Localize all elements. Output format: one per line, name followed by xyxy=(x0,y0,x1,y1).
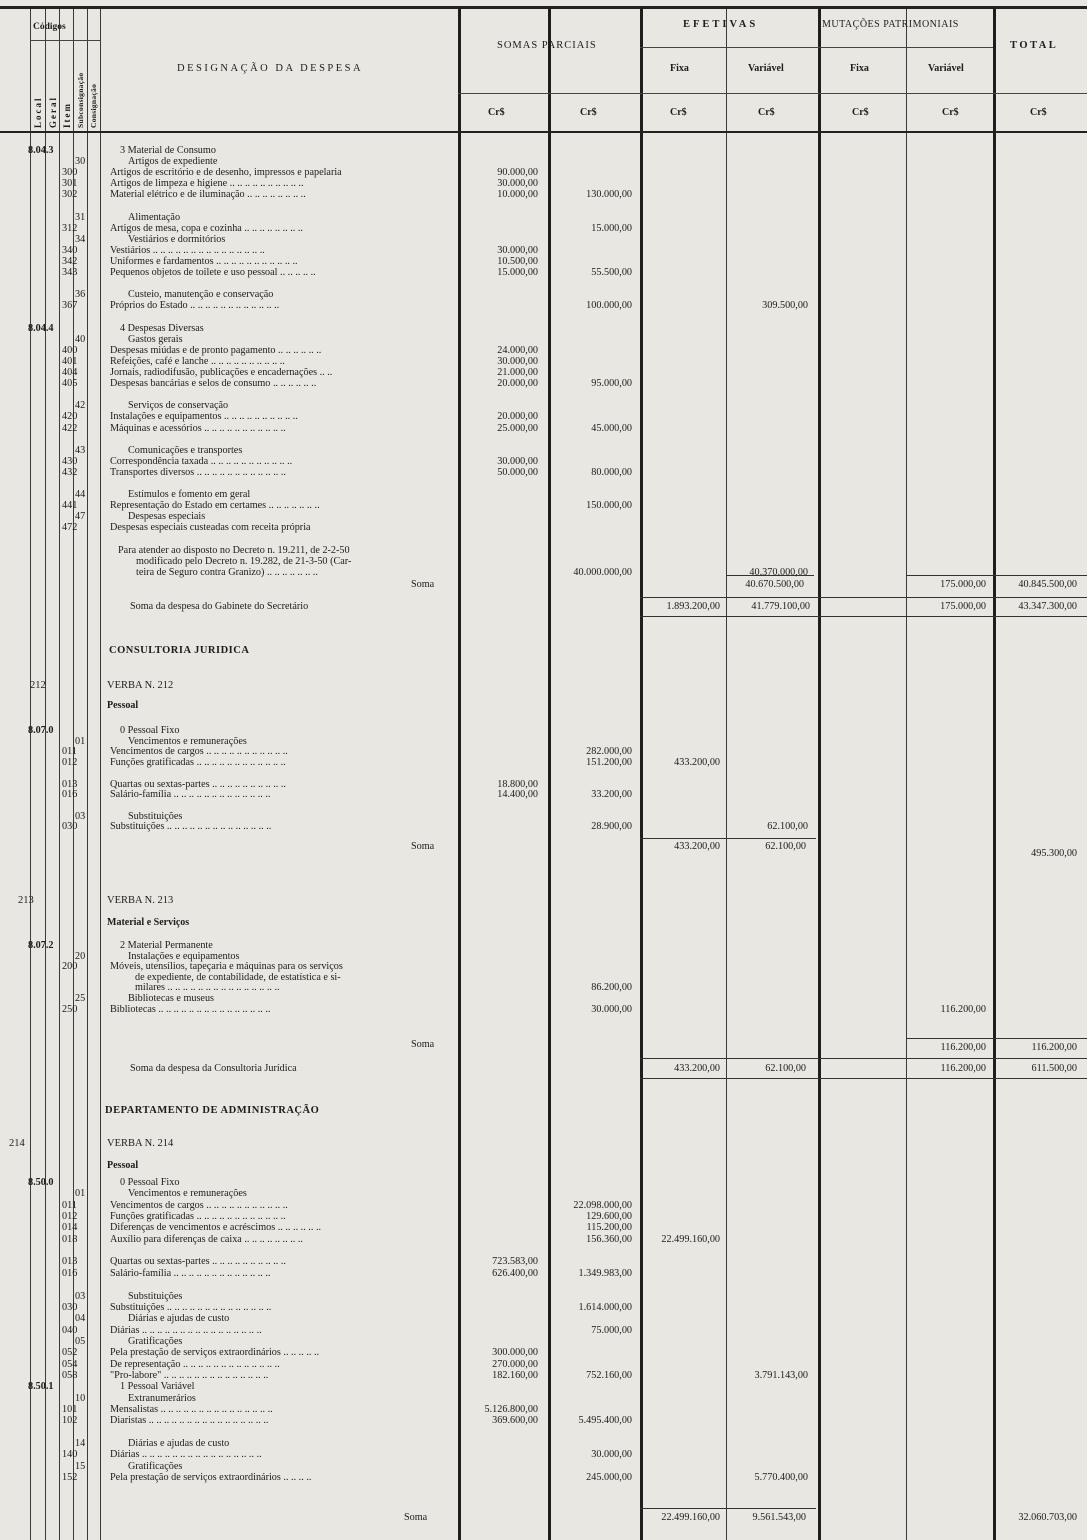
administracao-line-desc: 0 Pessoal Fixo xyxy=(120,1177,180,1188)
administracao-line-code: 030 xyxy=(62,1301,78,1313)
gabinete-line-code: 405 xyxy=(62,378,78,390)
gabinete-line-code: 404 xyxy=(62,367,78,378)
consultoria-line-ev-value: 62.100,00 xyxy=(767,821,808,833)
administracao-line-desc: Vencimentos de cargos .. .. .. .. .. .. .. .. .. .. .. xyxy=(110,1199,288,1211)
administracao-line-p2-value: 30.000,00 xyxy=(591,1449,632,1461)
gabinete-line-code: 312 xyxy=(62,222,78,234)
soma-mv: 175.000,00 xyxy=(940,579,986,590)
gabinete-line-p1-value: 30.000,00 xyxy=(497,355,538,367)
gabinete-total: 43.347.300,00 xyxy=(1018,601,1077,612)
gabinete-line-code: 40 xyxy=(75,333,86,345)
gabinete-line-p1-value: 25.000,00 xyxy=(497,422,538,434)
consultoria-soma2-mv: 116.200,00 xyxy=(940,1042,986,1053)
consultoria-line-code: 030 xyxy=(62,821,78,833)
administracao-line-code: 012 xyxy=(62,1211,78,1223)
consultoria-line-p2-value: 28.900,00 xyxy=(591,821,632,833)
administracao-line-p2-value: 1.349.983,00 xyxy=(578,1267,632,1279)
administracao-soma-ev: 9.561.543,00 xyxy=(752,1512,806,1523)
consultoria-soma-ef: 433.200,00 xyxy=(674,841,720,852)
administracao-line-desc: Pela prestação de serviços extraordinários .. .. .. .. .. xyxy=(110,1347,320,1359)
gabinete-line-desc: Gastos gerais xyxy=(128,333,183,345)
gabinete-line-p2-value: 95.000,00 xyxy=(591,378,632,390)
efetivas-fixa: Fixa xyxy=(670,63,689,74)
gabinete-line-code: 8.04.4 xyxy=(28,322,54,334)
gabinete-line-code: 343 xyxy=(62,267,78,279)
consultoria-soma2-rule xyxy=(906,1038,1087,1039)
gabinete-line-desc: Artigos de limpeza e higiene .. .. .. .. .. .. .. .. .. .. xyxy=(110,178,304,190)
administracao-line-code: 152 xyxy=(62,1472,78,1484)
consultoria-line-desc: Vencimentos de cargos .. .. .. .. .. .. .. .. .. .. .. xyxy=(110,746,288,758)
consultoria-line-code: 03 xyxy=(75,810,86,822)
gabinete-line-desc: Artigos de expediente xyxy=(128,156,218,168)
col-rule-desc xyxy=(100,8,101,1540)
administracao-line-code: 058 xyxy=(62,1369,78,1381)
consultoria-title: CONSULTORIA JURIDICA xyxy=(109,645,250,656)
consultoria-line-p2-value: 151.200,00 xyxy=(586,757,632,769)
currency-mv: Cr$ xyxy=(942,107,959,118)
administracao-line-code: 011 xyxy=(62,1199,77,1211)
administracao-line-desc: Vencimentos e remunerações xyxy=(128,1188,247,1200)
gabinete-line-code: 422 xyxy=(62,422,78,434)
col-rule-mv xyxy=(906,8,907,1540)
administracao-line-desc: Diferenças de vencimentos e acréscimos .. .. .. .. .. .. xyxy=(110,1222,322,1234)
administracao-line-code: 014 xyxy=(62,1222,78,1234)
material-line-code: 8.07.2 xyxy=(28,940,54,951)
administracao-line-code: 018 xyxy=(62,1233,78,1245)
gabinete-line-code: 47 xyxy=(75,511,86,523)
gabinete-line-code: 430 xyxy=(62,455,78,467)
administracao-line-p2-value: 5.495.400,00 xyxy=(578,1415,632,1427)
gabinete-line-desc: Próprios do Estado .. .. .. .. .. .. .. .. .. .. .. .. xyxy=(110,300,280,312)
gabinete-line-desc: Uniformes e fardamentos .. .. .. .. .. .. .. .. .. .. .. xyxy=(110,256,298,267)
gabinete-line-p1-value: 20.000,00 xyxy=(497,411,538,423)
gabinete-line-p1-value: 30.000,00 xyxy=(497,244,538,256)
administracao-line-desc: "Pro-labore" .. .. .. .. .. .. .. .. .. .. .. .. .. .. xyxy=(110,1369,269,1381)
administracao-line-p2-value: 156.360,00 xyxy=(586,1233,632,1245)
administracao-line-code: 8.50.1 xyxy=(28,1381,54,1393)
administracao-line-ev-value: 3.791.143,00 xyxy=(754,1369,808,1381)
gabinete-line-p2-value: 45.000,00 xyxy=(591,422,632,434)
currency-ev: Cr$ xyxy=(758,107,775,118)
gabinete-line-code: 300 xyxy=(62,167,78,179)
gabinete-line-desc: Alimentação xyxy=(128,211,181,223)
administracao-line-desc: Mensalistas .. .. .. .. .. .. .. .. .. .. .. .. .. .. .. xyxy=(110,1404,273,1415)
gabinete-line-code: 441 xyxy=(62,500,78,512)
soma-label: Soma xyxy=(411,579,435,590)
consultoria-soma-label: Soma xyxy=(411,841,435,852)
consultoria-total-rule-bottom xyxy=(640,1078,1087,1079)
administracao-line-desc: Funções gratificadas .. .. .. .. .. .. .. .. .. .. .. .. xyxy=(110,1211,286,1223)
efetivas-variavel: Variável xyxy=(748,63,784,74)
gabinete-line-code: 367 xyxy=(62,300,78,312)
col-rule-mf xyxy=(818,8,821,1540)
administracao-soma-rule xyxy=(640,1508,816,1509)
soma-total: 40.845.500,00 xyxy=(1018,579,1077,590)
administracao-line-desc: Substituições .. .. .. .. .. .. .. .. .. .. .. .. .. .. xyxy=(110,1301,272,1313)
consultoria-total-ef: 433.200,00 xyxy=(674,1063,720,1074)
consultoria-line-desc: Funções gratificadas .. .. .. .. .. .. .. .. .. .. .. .. xyxy=(110,757,286,769)
gabinete-line-p1-value: 30.000,00 xyxy=(497,455,538,467)
administracao-line-p2-value: 75.000,00 xyxy=(591,1324,632,1336)
consultoria-line-ef-value: 433.200,00 xyxy=(674,757,720,769)
gabinete-line-code: 340 xyxy=(62,244,78,256)
gabinete-line-desc: Custeio, manutenção e conservação xyxy=(128,289,274,301)
administracao-line-p2-value: 22.098.000,00 xyxy=(573,1199,632,1211)
gabinete-line-code: 43 xyxy=(75,444,86,456)
header-bottom-rule xyxy=(0,131,1087,133)
gabinete-line-code: 42 xyxy=(75,400,86,412)
material-line-desc: milares .. .. .. .. .. .. .. .. .. .. .. .. .. .. .. xyxy=(135,982,280,994)
gabinete-line-p1-value: 20.000,00 xyxy=(497,378,538,390)
gabinete-line-code: 302 xyxy=(62,189,78,201)
administracao-line-desc: Diaristas .. .. .. .. .. .. .. .. .. .. .. .. .. .. .. .. xyxy=(110,1415,269,1427)
gabinete-line-desc: Despesas bancárias e selos de consumo .. .. .. .. .. .. xyxy=(110,378,317,390)
administracao-line-code: 03 xyxy=(75,1290,86,1302)
gabinete-line-desc: Pequenos objetos de toilete e uso pessoal .. .. .. .. .. xyxy=(110,267,316,279)
somas-parciais-header: SOMAS PARCIAIS xyxy=(497,40,597,51)
gabinete-line-p1-value: 24.000,00 xyxy=(497,344,538,356)
gabinete-line-code: 472 xyxy=(62,522,78,534)
col-rule-item xyxy=(59,8,60,1540)
mutacoes-fixa: Fixa xyxy=(850,63,869,74)
gabinete-line-code: 301 xyxy=(62,178,78,190)
codes-rule xyxy=(30,40,100,41)
col-geral: Geral xyxy=(48,96,58,128)
administracao-line-code: 140 xyxy=(62,1449,78,1461)
soma-rule-total xyxy=(906,575,1087,576)
administracao-line-code: 15 xyxy=(75,1460,86,1472)
administracao-soma-ef: 22.499.160,00 xyxy=(661,1512,720,1523)
consultoria-soma-total: 495.300,00 xyxy=(1031,848,1077,859)
consultoria-pessoal: Pessoal xyxy=(107,700,139,711)
material-line-code: 20 xyxy=(75,950,86,962)
gabinete-total-label: Soma da despesa do Gabinete do Secretário xyxy=(130,601,309,612)
administracao-line-desc: Pela prestação de serviços extraordinários .. .. .. .. xyxy=(110,1472,312,1484)
consultoria-line-p2-value: 282.000,00 xyxy=(586,746,632,758)
material-line-mv-value: 116.200,00 xyxy=(940,1003,986,1015)
administracao-line-ev-value: 5.770.400,00 xyxy=(754,1472,808,1484)
administracao-line-code: 102 xyxy=(62,1415,78,1427)
gabinete-line-desc: Vestiários e dormitórios xyxy=(128,233,226,245)
col-rule-ev xyxy=(726,8,727,1540)
gabinete-line-desc: teira de Seguro contra Granizo) .. .. .. .. .. .. .. xyxy=(136,566,318,578)
administracao-line-desc: De representação .. .. .. .. .. .. .. .. .. .. .. .. .. xyxy=(110,1358,280,1370)
gabinete-line-code: 34 xyxy=(75,233,86,245)
gabinete-line-ev-value: 40.370.000,00 xyxy=(749,566,808,578)
designacao-header: DESIGNAÇÃO DA DESPESA xyxy=(177,63,364,74)
consultoria-total-ev: 62.100,00 xyxy=(765,1063,806,1074)
material-line-p2-value: 30.000,00 xyxy=(591,1003,632,1015)
material-line-p2-value: 86.200,00 xyxy=(591,982,632,994)
administracao-line-code: 016 xyxy=(62,1267,78,1279)
gabinete-ev: 41.779.100,00 xyxy=(751,601,810,612)
consultoria-soma-ev: 62.100,00 xyxy=(765,841,806,852)
administracao-line-desc: Diárias e ajudas de custo xyxy=(128,1313,230,1325)
col-rule-total xyxy=(993,8,996,1540)
consultoria-line-code: 011 xyxy=(62,746,77,758)
gabinete-line-p1-value: 50.000,00 xyxy=(497,466,538,478)
efetivas-header: EFETIVAS xyxy=(683,19,759,30)
consultoria-line-desc: 0 Pessoal Fixo xyxy=(120,725,180,736)
gabinete-ef: 1.893.200,00 xyxy=(666,601,720,612)
consultoria-line-code: 016 xyxy=(62,789,78,801)
codigos-label: Códigos xyxy=(33,22,66,32)
gabinete-line-desc: Para atender ao disposto no Decreto n. 19.211, de 2-2-50 xyxy=(118,544,350,556)
gabinete-line-desc: 3 Material de Consumo xyxy=(120,145,216,156)
administracao-line-desc: Diárias e ajudas de custo xyxy=(128,1438,230,1450)
administracao-line-code: 05 xyxy=(75,1335,86,1347)
gabinete-line-desc: Jornais, radiodifusão, publicações e encadernações .. .. xyxy=(110,367,333,378)
gabinete-line-code: 432 xyxy=(62,466,78,478)
administracao-line-p1-value: 723.583,00 xyxy=(492,1256,538,1268)
verba-213: VERBA N. 213 xyxy=(107,895,174,906)
administracao-line-code: 8.50.0 xyxy=(28,1177,54,1188)
gabinete-line-code: 420 xyxy=(62,411,78,423)
col-rule-ef xyxy=(640,8,643,1540)
consultoria-soma-rule xyxy=(640,838,816,839)
administracao-line-p1-value: 182.160,00 xyxy=(492,1369,538,1381)
gabinete-line-p1-value: 21.000,00 xyxy=(497,367,538,378)
gabinete-line-desc: Vestiários .. .. .. .. .. .. .. .. .. .. .. .. .. .. .. xyxy=(110,244,265,256)
gabinete-rule-bottom xyxy=(640,616,1087,617)
material-line-code: 25 xyxy=(75,993,86,1004)
administracao-line-desc: Gratificações xyxy=(128,1460,183,1472)
consultoria-line-code: 013 xyxy=(62,778,78,790)
col-rule-geral xyxy=(45,8,46,1540)
administracao-line-desc: Substituições xyxy=(128,1290,183,1302)
consultoria-line-desc: Substituições .. .. .. .. .. .. .. .. .. .. .. .. .. .. xyxy=(110,821,272,833)
administracao-line-p1-value: 626.400,00 xyxy=(492,1267,538,1279)
gabinete-line-p1-value: 10.000,00 xyxy=(497,189,538,201)
gabinete-line-p2-value: 150.000,00 xyxy=(586,500,632,512)
gabinete-mv: 175.000,00 xyxy=(940,601,986,612)
material-line-code: 250 xyxy=(62,1003,78,1015)
consultoria-line-p2-value: 33.200,00 xyxy=(591,789,632,801)
consultoria-total-rule-top xyxy=(640,1058,1087,1059)
gabinete-line-p1-value: 90.000,00 xyxy=(497,167,538,179)
gabinete-line-code: 36 xyxy=(75,289,86,301)
gabinete-line-desc: Artigos de escritório e de desenho, impressos e papelaria xyxy=(110,167,342,179)
administracao-line-p1-value: 369.600,00 xyxy=(492,1415,538,1427)
consultoria-line-desc: Vencimentos e remunerações xyxy=(128,735,247,747)
administracao-line-desc: Extranumerários xyxy=(128,1392,196,1404)
administracao-line-desc: 1 Pessoal Variável xyxy=(120,1381,195,1393)
administracao-line-desc: Salário-família .. .. .. .. .. .. .. .. .. .. .. .. .. xyxy=(110,1267,271,1279)
gabinete-line-desc: Despesas miúdas e de pronto pagamento .. .. .. .. .. .. xyxy=(110,344,322,356)
consultoria-soma2-total: 116.200,00 xyxy=(1031,1042,1077,1053)
administracao-pessoal: Pessoal xyxy=(107,1160,139,1171)
gabinete-line-p2-value: 130.000,00 xyxy=(586,189,632,201)
gabinete-line-code: 44 xyxy=(75,489,86,501)
mutacoes-variavel: Variável xyxy=(928,63,964,74)
administracao-line-code: 013 xyxy=(62,1256,78,1268)
administracao-line-code: 052 xyxy=(62,1347,78,1359)
gabinete-line-desc: Refeições, café e lanche .. .. .. .. .. .. .. .. .. .. xyxy=(110,355,285,367)
administracao-line-p1-value: 5.126.800,00 xyxy=(484,1404,538,1415)
gabinete-line-desc: Despesas especiais xyxy=(128,511,206,523)
gabinete-line-desc: Transportes diversos .. .. .. .. .. .. .. .. .. .. .. .. xyxy=(110,466,286,478)
consultoria-line-p1-value: 18.800,00 xyxy=(497,778,538,790)
verba-212: VERBA N. 212 xyxy=(107,680,174,691)
gabinete-line-p1-value: 15.000,00 xyxy=(497,267,538,279)
consultoria-material: Material e Serviços xyxy=(107,917,190,928)
administracao-line-desc: Diárias .. .. .. .. .. .. .. .. .. .. .. .. .. .. .. .. xyxy=(110,1324,262,1336)
administracao-line-code: 01 xyxy=(75,1188,86,1200)
administracao-soma-total: 32.060.703,00 xyxy=(1018,1512,1077,1523)
administracao-line-p2-value: 752.160,00 xyxy=(586,1369,632,1381)
col-rule-consig xyxy=(87,8,88,1540)
administracao-line-p2-value: 1.614.000,00 xyxy=(578,1301,632,1313)
consultoria-total-label: Soma da despesa da Consultoria Jurídica xyxy=(130,1063,297,1074)
material-line-desc: de expediente, de contabilidade, de estatística e si- xyxy=(135,971,341,983)
header-top-rule xyxy=(0,6,1087,9)
administracao-line-code: 14 xyxy=(75,1438,86,1450)
consultoria-line-p1-value: 14.400,00 xyxy=(497,789,538,801)
currency-p2: Cr$ xyxy=(580,107,597,118)
consultoria-line-desc: Substituições xyxy=(128,810,183,822)
gabinete-line-p2-value: 40.000.000,00 xyxy=(573,566,632,578)
consultoria-total-mv: 116.200,00 xyxy=(940,1063,986,1074)
gabinete-line-desc: 4 Despesas Diversas xyxy=(120,322,204,334)
verba-214: VERBA N. 214 xyxy=(107,1138,174,1149)
gabinete-line-desc: Máquinas e acessórios .. .. .. .. .. .. .. .. .. .. .. xyxy=(110,422,286,434)
administracao-line-desc: Gratificações xyxy=(128,1335,183,1347)
gabinete-line-p2-value: 55.500,00 xyxy=(591,267,632,279)
gabinete-line-desc: Material elétrico e de iluminação .. .. .. .. .. .. .. .. xyxy=(110,189,306,201)
administracao-line-code: 101 xyxy=(62,1404,78,1415)
material-line-desc: Instalações e equipamentos xyxy=(128,950,240,962)
gabinete-line-desc: Comunicações e transportes xyxy=(128,444,243,456)
col-local: Local xyxy=(33,96,43,128)
consultoria-line-desc: Quartas ou sextas-partes .. .. .. .. .. .. .. .. .. .. xyxy=(110,778,286,790)
administracao-line-ef-value: 22.499.160,00 xyxy=(661,1233,720,1245)
currency-p1: Cr$ xyxy=(488,107,505,118)
gabinete-line-code: 30 xyxy=(75,156,86,168)
gabinete-line-code: 342 xyxy=(62,256,78,267)
administracao-line-desc: Auxílio para diferenças de caixa .. .. .. .. .. .. .. .. xyxy=(110,1233,303,1245)
material-line-desc: 2 Material Permanente xyxy=(120,940,213,951)
administracao-line-code: 054 xyxy=(62,1358,78,1370)
col-rule-p1 xyxy=(458,8,461,1540)
gabinete-line-code: 8.04.3 xyxy=(28,145,54,156)
gabinete-line-p2-value: 80.000,00 xyxy=(591,466,632,478)
consultoria-line-desc: Salário-família .. .. .. .. .. .. .. .. .. .. .. .. .. xyxy=(110,789,271,801)
gabinete-line-p2-value: 15.000,00 xyxy=(591,222,632,234)
administracao-line-p2-value: 115.200,00 xyxy=(586,1222,632,1234)
gabinete-line-code: 401 xyxy=(62,355,78,367)
soma-rule-ev xyxy=(726,575,814,576)
col-consignacao: Consignação xyxy=(89,83,98,128)
administracao-line-p2-value: 245.000,00 xyxy=(586,1472,632,1484)
col-item: Item xyxy=(62,102,72,128)
administracao-line-code: 040 xyxy=(62,1324,78,1336)
gabinete-line-desc: Representação do Estado em certames .. .. .. .. .. .. .. xyxy=(110,500,320,512)
administracao-line-code: 04 xyxy=(75,1313,86,1325)
gabinete-line-desc: Despesas especiais custeadas com receita própria xyxy=(110,522,311,534)
consultoria-total: 611.500,00 xyxy=(1031,1063,1077,1074)
gabinete-line-p1-value: 30.000,00 xyxy=(497,178,538,190)
administracao-line-code: 10 xyxy=(75,1392,86,1404)
currency-total: Cr$ xyxy=(1030,107,1047,118)
col-rule-local xyxy=(30,8,31,1540)
gabinete-line-desc: Estímulos e fomento em geral xyxy=(128,489,251,501)
total-header: TOTAL xyxy=(1010,40,1059,51)
header-currency-rule xyxy=(458,93,1087,94)
administracao-soma-label: Soma xyxy=(404,1512,428,1523)
mutacoes-header: MUTAÇÕES PATRIMONIAIS xyxy=(822,19,959,30)
verba-212-code: 212 xyxy=(30,680,46,691)
material-line-desc: Móveis, utensílios, tapeçaria e máquinas para os serviços xyxy=(110,961,343,973)
gabinete-line-code: 31 xyxy=(75,211,86,223)
consultoria-line-code: 8.07.0 xyxy=(28,725,54,736)
consultoria-line-code: 01 xyxy=(75,735,86,747)
soma-ev: 40.670.500,00 xyxy=(745,579,804,590)
gabinete-line-desc: modificado pelo Decreto n. 19.282, de 21-3-50 (Car- xyxy=(136,555,352,567)
material-line-code: 200 xyxy=(62,961,78,973)
consultoria-line-code: 012 xyxy=(62,757,78,769)
gabinete-line-desc: Instalações e equipamentos .. .. .. .. .. .. .. .. .. .. xyxy=(110,411,298,423)
administracao-line-p1-value: 300.000,00 xyxy=(492,1347,538,1359)
currency-ef: Cr$ xyxy=(670,107,687,118)
gabinete-line-p2-value: 100.000,00 xyxy=(586,300,632,312)
administracao-line-desc: Quartas ou sextas-partes .. .. .. .. .. .. .. .. .. .. xyxy=(110,1256,286,1268)
verba-214-code: 214 xyxy=(9,1138,25,1149)
material-line-desc: Bibliotecas .. .. .. .. .. .. .. .. .. .. .. .. .. .. .. xyxy=(110,1003,271,1015)
col-subconsignacao: Subconsignação xyxy=(76,72,85,128)
administracao-line-desc: Diárias .. .. .. .. .. .. .. .. .. .. .. .. .. .. .. .. xyxy=(110,1449,262,1461)
gabinete-line-desc: Correspondência taxada .. .. .. .. .. .. .. .. .. .. .. xyxy=(110,455,293,467)
administracao-title: DEPARTAMENTO DE ADMINISTRAÇÃO xyxy=(105,1105,320,1116)
gabinete-rule-top xyxy=(640,597,1087,598)
consultoria-soma2-label: Soma xyxy=(411,1039,435,1050)
currency-mf: Cr$ xyxy=(852,107,869,118)
gabinete-line-code: 400 xyxy=(62,344,78,356)
gabinete-line-p1-value: 10.500,00 xyxy=(497,256,538,267)
gabinete-line-ev-value: 309.500,00 xyxy=(762,300,808,312)
subheader-rule xyxy=(640,47,993,48)
gabinete-line-desc: Artigos de mesa, copa e cozinha .. .. .. .. .. .. .. .. xyxy=(110,222,303,234)
material-line-desc: Bibliotecas e museus xyxy=(128,993,215,1004)
administracao-line-p1-value: 270.000,00 xyxy=(492,1358,538,1370)
verba-213-code: 213 xyxy=(18,895,34,906)
administracao-line-p2-value: 129.600,00 xyxy=(586,1211,632,1223)
gabinete-line-desc: Serviços de conservação xyxy=(128,400,229,412)
